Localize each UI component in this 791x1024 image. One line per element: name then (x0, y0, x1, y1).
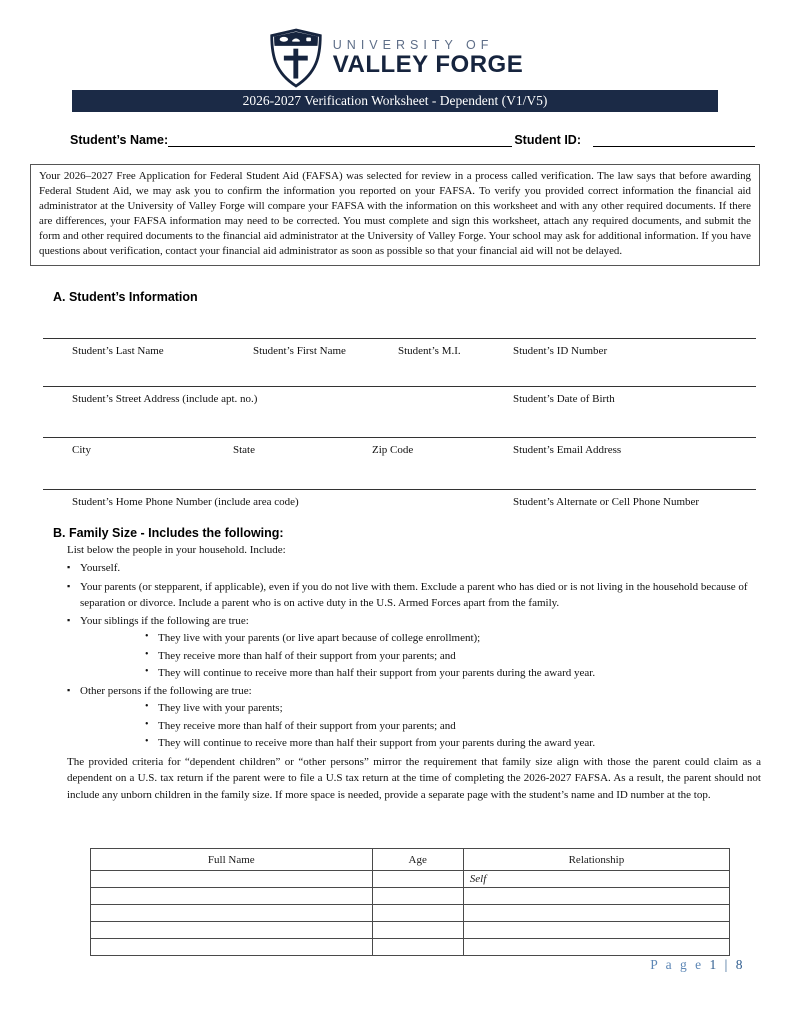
table-row (91, 888, 730, 905)
section-a-heading: A. Student’s Information (53, 290, 198, 304)
cell-relationship[interactable] (463, 905, 729, 922)
dot-bullet-icon: • (145, 718, 149, 730)
square-bullet-icon: ▪ (67, 685, 71, 696)
section-b-heading: B. Family Size - Includes the following: (53, 526, 284, 540)
verification-intro-box: Your 2026–2027 Free Application for Federal Student Aid (FAFSA) was selected for review in a process called verification. The law says that before awarding Federal Student Aid, we may ask you to confirm the information you reported on your FAFSA. To verify you provided correct information the financial aid administrator at the University of Valley Forge will compare your FAFSA with the information on this worksheet and with any other required documents. If there are differences, your FAFSA information may need to be corrected. You must complete and sign this worksheet, attach any required documents, and submit the form and other required documents to the financial aid administrator at the University of Valley Forge. Your school may ask for additional information. If you have questions about verification, contact your financial aid administrator as soon as possible so that your financial aid will not be delayed. (30, 164, 760, 266)
worksheet-title-bar: 2026-2027 Verification Worksheet - Dependent (V1/V5) (72, 90, 718, 112)
student-name-label: Student’s Name: (70, 133, 169, 147)
label-first-name: Student’s First Name (253, 345, 346, 357)
label-email-address: Student’s Email Address (513, 444, 622, 456)
cell-age[interactable] (372, 939, 463, 956)
student-id-fill-line[interactable] (593, 131, 755, 147)
square-bullet-icon: ▪ (67, 580, 71, 591)
logo-university-of-text: UNIVERSITY OF (332, 38, 494, 53)
label-zip-code: Zip Code (372, 444, 414, 456)
bullet-yourself: ▪ Yourself. (67, 560, 761, 576)
label-id-number: Student’s ID Number (513, 345, 608, 357)
page-number-footer (650, 957, 745, 973)
header-full-name: Full Name (91, 849, 373, 871)
bullet-siblings: ▪ Your siblings if the following are true: (67, 613, 761, 629)
dot-bullet-icon: • (145, 648, 149, 660)
label-state: State (233, 444, 255, 456)
university-logo (0, 28, 791, 88)
uvf-shield-logo (268, 28, 324, 88)
section-b-lead: List below the people in your household. Include: (67, 544, 286, 556)
cell-full-name[interactable] (91, 922, 373, 939)
other-criterion-2: • They receive more than half of their support from your parents; and (145, 718, 761, 734)
sibling-criterion-1: • They live with your parents (or live apart because of college enrollment); (145, 630, 761, 646)
cell-age[interactable] (372, 888, 463, 905)
dot-bullet-icon: • (145, 701, 149, 713)
section-a-row-address[interactable] (43, 386, 756, 427)
student-name-row (70, 131, 755, 147)
header-age: Age (372, 849, 463, 871)
section-b-closing-paragraph: The provided criteria for “dependent children” or “other persons” mirror the requirement that family size align with those the parent could claim as a dependent on a U.S. tax return if the parent were to file a U.S tax return at the time of completing the 2026-2027 FAFSA. As a result, the parent should not include any unborn children in the family size. If more space is needed, provide a separate page with the student’s name and ID number at the top. (67, 756, 761, 801)
table-row (91, 871, 730, 888)
label-alt-phone: Student’s Alternate or Cell Phone Number (513, 496, 700, 508)
label-date-of-birth: Student’s Date of Birth (513, 393, 615, 405)
section-a-row-phone[interactable] (43, 489, 756, 530)
label-city: City (72, 444, 91, 456)
sibling-criterion-3: • They will continue to receive more than half their support from your parents during the award year. (145, 665, 761, 681)
sibling-criterion-2: • They receive more than half of their support from your parents; and (145, 648, 761, 664)
section-b-body (67, 542, 761, 803)
label-home-phone: Student’s Home Phone Number (include area code) (72, 496, 299, 508)
label-street-address: Student’s Street Address (include apt. no.) (72, 393, 258, 405)
square-bullet-icon: ▪ (67, 615, 71, 626)
dot-bullet-icon: • (145, 665, 149, 677)
other-criterion-3: • They will continue to receive more than half their support from your parents during the award year. (145, 735, 761, 751)
table-row (91, 922, 730, 939)
cell-age[interactable] (372, 905, 463, 922)
section-a-row-city[interactable] (43, 437, 756, 478)
table-row (91, 939, 730, 956)
square-bullet-icon: ▪ (67, 562, 71, 573)
table-row (91, 905, 730, 922)
cell-full-name[interactable] (91, 939, 373, 956)
cell-full-name[interactable] (91, 905, 373, 922)
cell-age[interactable] (372, 871, 463, 888)
bullet-other-persons: ▪ Other persons if the following are true: (67, 683, 761, 699)
bullet-parents: ▪ Your parents (or stepparent, if applicable), even if you do not live with them. Exclude a parent who has died or is not living in the household because of separation or divorce. Include a parent who is on active duty in the U.S. Armed Forces apart from the family. (67, 579, 761, 612)
dot-bullet-icon: • (145, 631, 149, 643)
cell-full-name[interactable] (91, 888, 373, 905)
student-name-fill-line[interactable] (168, 131, 512, 147)
cell-age[interactable] (372, 922, 463, 939)
section-a-row-name[interactable] (43, 338, 756, 379)
cell-relationship[interactable] (463, 939, 729, 956)
household-table (90, 848, 730, 956)
cell-relationship[interactable] (463, 922, 729, 939)
household-table-header-row (91, 849, 730, 871)
label-last-name: Student’s Last Name (72, 345, 164, 357)
dot-bullet-icon: • (145, 735, 149, 747)
cell-relationship-self[interactable]: Self (463, 871, 729, 888)
other-criterion-1: • They live with your parents; (145, 700, 761, 716)
page-word: P a g e (650, 957, 704, 972)
header-relationship: Relationship (463, 849, 729, 871)
label-mi: Student’s M.I. (398, 345, 461, 357)
logo-valley-forge-text: VALLEY FORGE (332, 51, 524, 79)
student-id-label: Student ID: (514, 133, 581, 147)
cell-full-name[interactable] (91, 871, 373, 888)
page-number: 1 | 8 (709, 957, 745, 972)
cell-relationship[interactable] (463, 888, 729, 905)
